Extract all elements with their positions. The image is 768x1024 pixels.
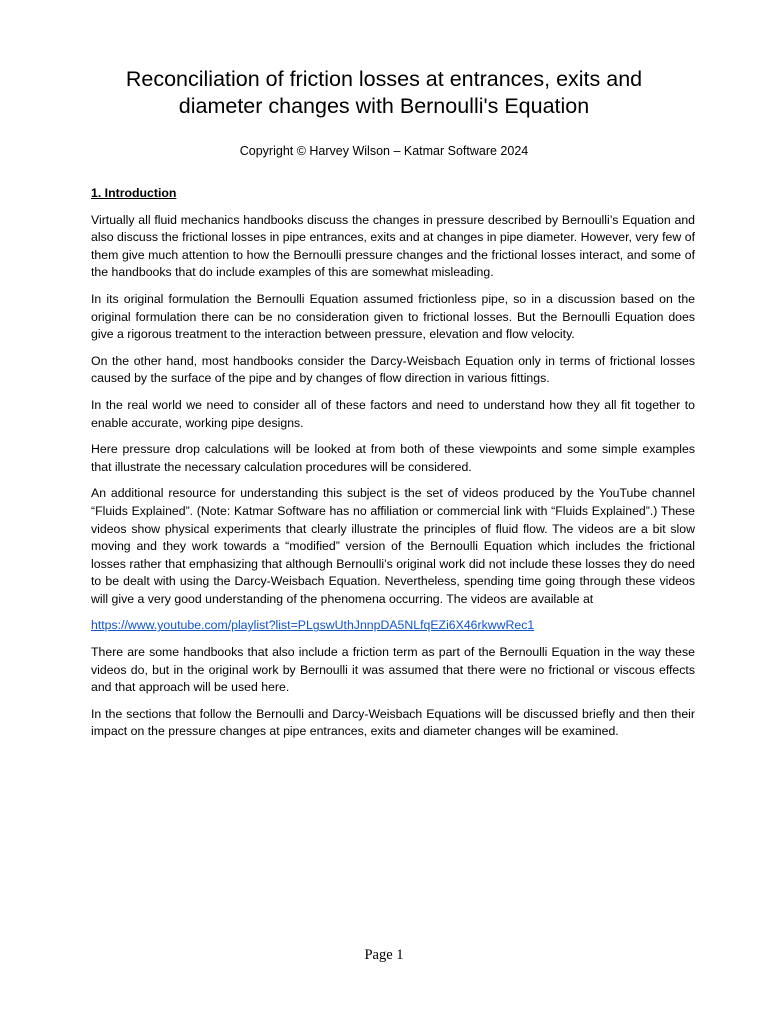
paragraph: On the other hand, most handbooks consider the Darcy-Weisbach Equation only in terms of frictional losses caused by the surface of the pipe and by changes of flow direction in various fittings. bbox=[91, 353, 695, 386]
paragraph: Here pressure drop calculations will be looked at from both of these viewpoints and some simple examples that illustrate the necessary calculation procedures will be considered. bbox=[91, 442, 695, 474]
section-heading: 1. Introduction bbox=[91, 186, 177, 200]
paragraph: Virtually all fluid mechanics handbooks discuss the changes in pressure described by Bernoulli’s Equation and also discuss the frictional losses in pipe entrances, exits and at changes in pipe diameter. However, very few of them give much attention to how the Bernoulli pressure changes and the frictional losses interact, and some of the handbooks that do include examples of this are somewhat misleading. bbox=[91, 212, 695, 280]
document-body bbox=[91, 185, 695, 750]
title-line-1: Reconciliation of friction losses at entrances, exits and bbox=[125, 67, 643, 91]
paragraph: An additional resource for understanding this subject is the set of videos produced by the YouTube channel “Fluids Explained”. (Note: Katmar Software has no affiliation or commercial link with “Fluids Explained”.) These videos show physical experiments that clearly illustrate the principles of fluid flow. The videos are a bit slow moving and they work towards a “modified” version of the Bernoulli Equation which includes the frictional losses rather that emphasizing that although Bernoulli’s original work did not include these losses they do need to be dealt with using the Darcy-Weisbach Equation. Nevertheless, spending time going through these videos will give a very good understanding of the phenomena occurring. The videos are available at bbox=[91, 486, 695, 606]
page-number: Page 1 bbox=[364, 947, 404, 963]
title-line-2: diameter changes with Bernoulli's Equation bbox=[178, 94, 590, 118]
paragraph: In the sections that follow the Bernoulli and Darcy-Weisbach Equations will be discussed briefly and then their impact on the pressure changes at pipe entrances, exits and diameter changes will be examined. bbox=[91, 706, 695, 739]
copyright-notice: Copyright © Harvey Wilson – Katmar Software 2024 bbox=[239, 144, 529, 158]
playlist-link[interactable]: https://www.youtube.com/playlist?list=PLgswUthJnnpDA5NLfqEZi6X46rkwwRec1 bbox=[91, 618, 535, 633]
paragraph: In its original formulation the Bernoulli Equation assumed frictionless pipe, so in a discussion based on the original formulation there can be no consideration given to frictional losses. But the Bernoulli Equation does give a rigorous treatment to the interaction between pressure, elevation and flow velocity. bbox=[91, 291, 695, 342]
paragraph: In the real world we need to consider all of these factors and need to understand how they all fit together to enable accurate, working pipe designs. bbox=[91, 397, 695, 430]
paragraph: There are some handbooks that also include a friction term as part of the Bernoulli Equation in the way these videos do, but in the original work by Bernoulli it was assumed that there were no frictional or viscous effects and that approach will be used here. bbox=[91, 645, 695, 695]
document-title bbox=[60, 66, 708, 120]
